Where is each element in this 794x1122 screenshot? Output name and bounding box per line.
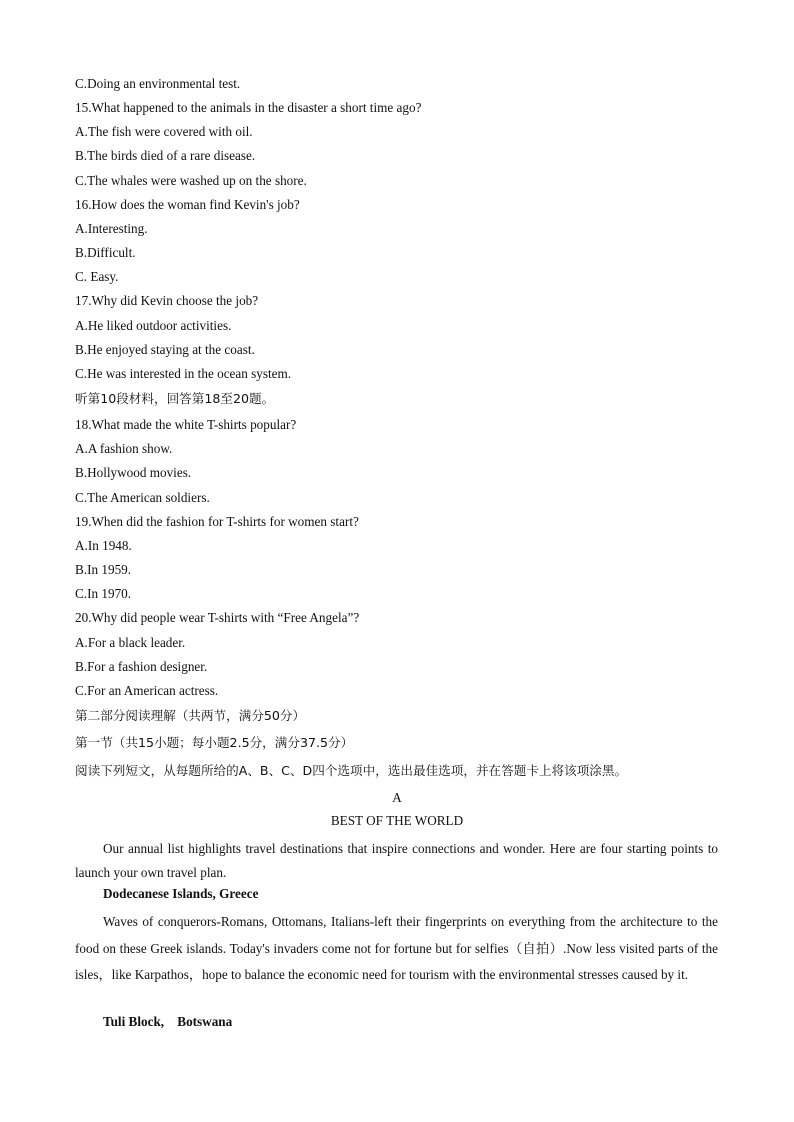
question-19: 19.When did the fashion for T-shirts for women start?: [75, 514, 359, 529]
question-20: 20.Why did people wear T-shirts with “Free Angela”?: [75, 610, 360, 625]
option-20a: A.For a black leader.: [75, 635, 186, 650]
option-19c: C.In 1970.: [75, 586, 132, 601]
section-heading: 第二部分阅读理解（共两节，满分50分）: [75, 708, 306, 723]
option-16c: C. Easy.: [75, 269, 119, 284]
question-16: 16.How does the woman find Kevin's job?: [75, 197, 300, 212]
option-14c: C.Doing an environmental test.: [75, 76, 241, 91]
heading-dodecanese: Dodecanese Islands, Greece: [103, 886, 259, 901]
heading-tuli-block: Tuli Block, Botswana: [103, 1014, 233, 1029]
question-18: 18.What made the white T-shirts popular?: [75, 417, 297, 432]
reading-instruction: 阅读下列短文，从每题所给的A、B、C、D四个选项中，选出最佳选项，并在答题卡上将该项涂黑。: [75, 763, 628, 778]
option-18b: B.Hollywood movies.: [75, 465, 192, 480]
subsection-heading: 第一节（共15小题；每小题2.5分，满分37.5分）: [75, 735, 354, 750]
option-15c: C.The whales were washed up on the shore.: [75, 173, 307, 188]
option-18a: A.A fashion show.: [75, 441, 173, 456]
listening-instruction: 听第10段材料，回答第18至20题。: [75, 391, 275, 406]
option-17a: A.He liked outdoor activities.: [75, 318, 232, 333]
passage-intro: Our annual list highlights travel destinations that inspire connections and wonder. Here are four starting points to launch your own travel plan.: [75, 841, 718, 880]
option-16b: B.Difficult.: [75, 245, 136, 260]
option-19a: A.In 1948.: [75, 538, 132, 553]
option-18c: C.The American soldiers.: [75, 490, 210, 505]
question-15: 15.What happened to the animals in the disaster a short time ago?: [75, 100, 422, 115]
passage-title: BEST OF THE WORLD: [330, 813, 464, 828]
option-17c: C.He was interested in the ocean system.: [75, 366, 292, 381]
passage-letter: A: [392, 790, 402, 805]
option-19b: B.In 1959.: [75, 562, 132, 577]
option-20c: C.For an American actress.: [75, 683, 219, 698]
question-17: 17.Why did Kevin choose the job?: [75, 293, 259, 308]
option-16a: A.Interesting.: [75, 221, 148, 236]
option-20b: B.For a fashion designer.: [75, 659, 208, 674]
option-15b: B.The birds died of a rare disease.: [75, 148, 256, 163]
option-17b: B.He enjoyed staying at the coast.: [75, 342, 255, 357]
option-15a: A.The fish were covered with oil.: [75, 124, 253, 139]
paragraph-dodecanese: Waves of conquerors-Romans, Ottomans, Italians-left their fingerprints on everything from the architecture to the food on these Greek islands. Today's invaders come not for fortune but for selfies（自拍）.Now less visited parts of the isles，like Karpathos，hope to balance the economic need for tourism with the environmental stresses caused by it.: [75, 914, 718, 982]
